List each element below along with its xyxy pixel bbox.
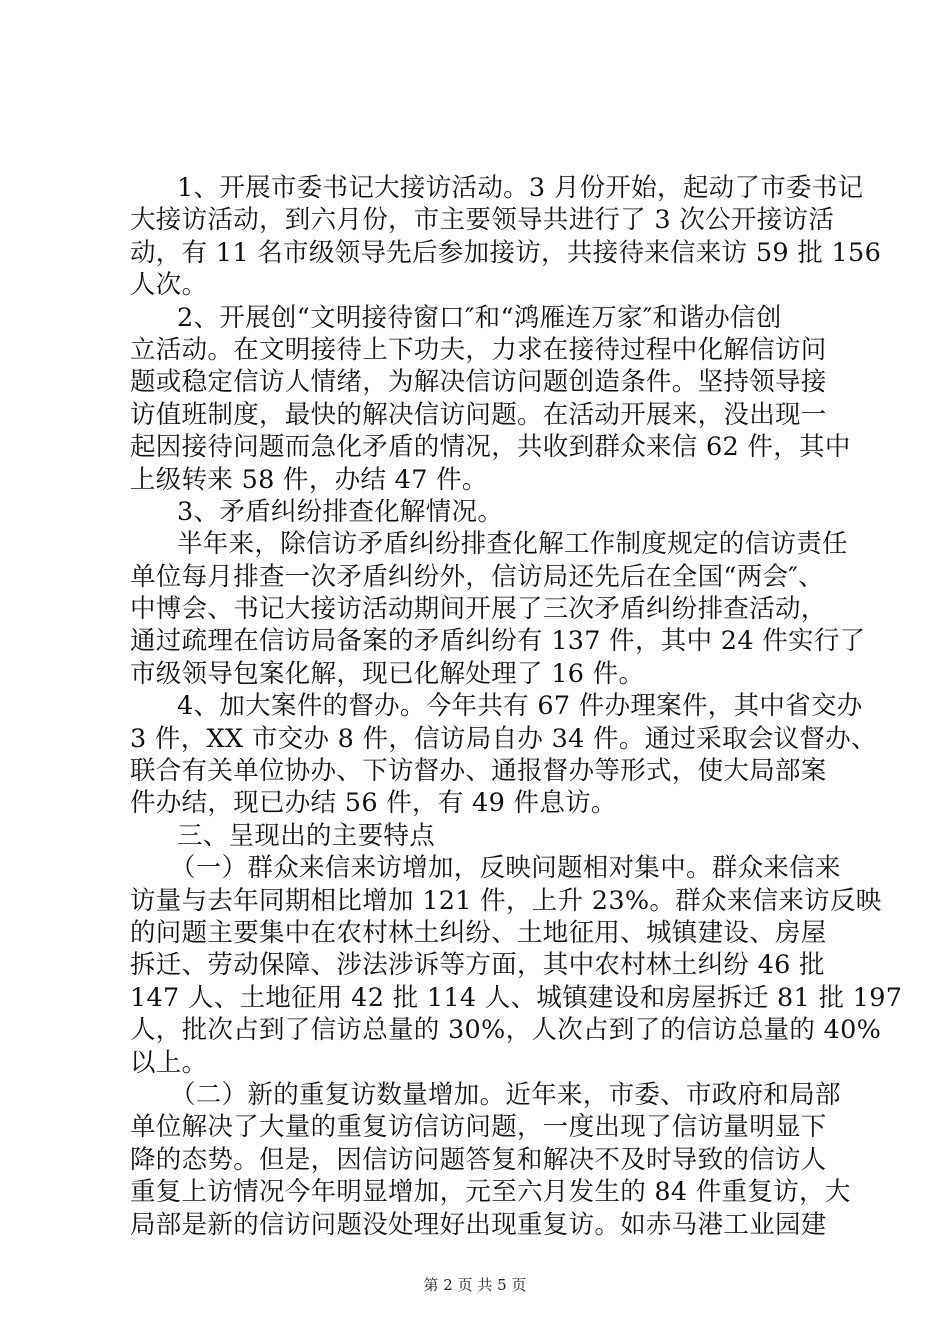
text-line: （一）群众来信来访增加，反映问题相对集中。群众来信来 xyxy=(170,853,841,884)
text-line: 中博会、书记大接访活动期间开展了三次矛盾纠纷排查活动， xyxy=(130,594,827,625)
text-line: 4、加大案件的督办。今年共有 67 件办理案件，其中省交办 xyxy=(177,691,863,722)
document-body xyxy=(130,172,903,1241)
text-line: 访值班制度，最快的解决信访问题。在活动开展来，没出现一 xyxy=(130,399,827,430)
text-line: 重复上访情况今年明显增加，元至六月发生的 84 件重复访，大 xyxy=(130,1177,851,1208)
section-heading: 三、呈现出的主要特点 xyxy=(177,820,436,851)
text-line: 动，有 11 名市级领导先后参加接访，共接待来信来访 59 批 156 xyxy=(130,237,882,268)
text-line: 立活动。在文明接待上下功夫，力求在接待过程中化解信访问 xyxy=(130,334,827,365)
text-line: 人，批次占到了信访总量的 30%，人次占到了的信访总量的 40% xyxy=(130,1015,882,1046)
text-line: 2、开展创“文明接待窗口″和“鸿雁连万家″和谐办信创 xyxy=(177,302,782,333)
text-line: 147 人、土地征用 42 批 114 人、城镇建设和房屋拆迁 81 批 197 xyxy=(130,982,903,1013)
text-line: 人次。 xyxy=(130,270,208,301)
text-line: （二）新的重复访数量增加。近年来，市委、市政府和局部 xyxy=(170,1079,841,1110)
text-line: 3 件，XX 市交办 8 件，信访局自办 34 件。通过采取会议督办、 xyxy=(130,723,877,754)
text-line: 题或稳定信访人情绪，为解决信访问题创造条件。坚持领导接 xyxy=(130,367,827,398)
text-line: 访量与去年同期相比增加 121 件，上升 23%。群众来信来访反映 xyxy=(130,885,882,916)
text-line: 件办结，现已办结 56 件，有 49 件息访。 xyxy=(130,788,617,819)
text-line: 半年来，除信访矛盾纠纷排查化解工作制度规定的信访责任 xyxy=(177,529,848,560)
text-line: 联合有关单位协办、下访督办、通报督办等形式，使大局部案 xyxy=(130,756,827,787)
text-line: 以上。 xyxy=(130,1047,208,1078)
text-line: 1、开展市委书记大接访活动。3 月份开始，起动了市委书记 xyxy=(177,173,864,203)
text-line: 局部是新的信访问题没处理好出现重复访。如赤马港工业园建 xyxy=(130,1209,827,1240)
text-line: 3、矛盾纠纷排查化解情况。 xyxy=(177,496,504,527)
text-line: 上级转来 58 件，办结 47 件。 xyxy=(130,464,488,495)
text-line: 降的态势。但是，因信访问题答复和解决不及时导致的信访人 xyxy=(130,1144,827,1175)
text-line: 起因接待问题而急化矛盾的情况，共收到群众来信 62 件，其中 xyxy=(130,432,851,463)
text-line: 的问题主要集中在农村林土纠纷、土地征用、城镇建设、房屋 xyxy=(130,917,827,948)
text-line: 市级领导包案化解，现已化解处理了 16 件。 xyxy=(130,658,645,689)
page-number-footer: 第 2 页 共 5 页 xyxy=(423,1276,527,1294)
text-line: 大接访活动，到六月份，市主要领导共进行了 3 次公开接访活 xyxy=(130,205,835,236)
text-line: 单位每月排查一次矛盾纠纷外，信访局还先后在全国“两会″、 xyxy=(130,561,824,592)
text-line: 拆迁、劳动保障、涉法涉诉等方面，其中农村林土纠纷 46 批 xyxy=(130,950,825,981)
text-line: 通过疏理在信访局备案的矛盾纠纷有 137 件，其中 24 件实行了 xyxy=(130,626,866,657)
text-line: 单位解决了大量的重复访信访问题，一度出现了信访量明显下 xyxy=(130,1112,827,1143)
